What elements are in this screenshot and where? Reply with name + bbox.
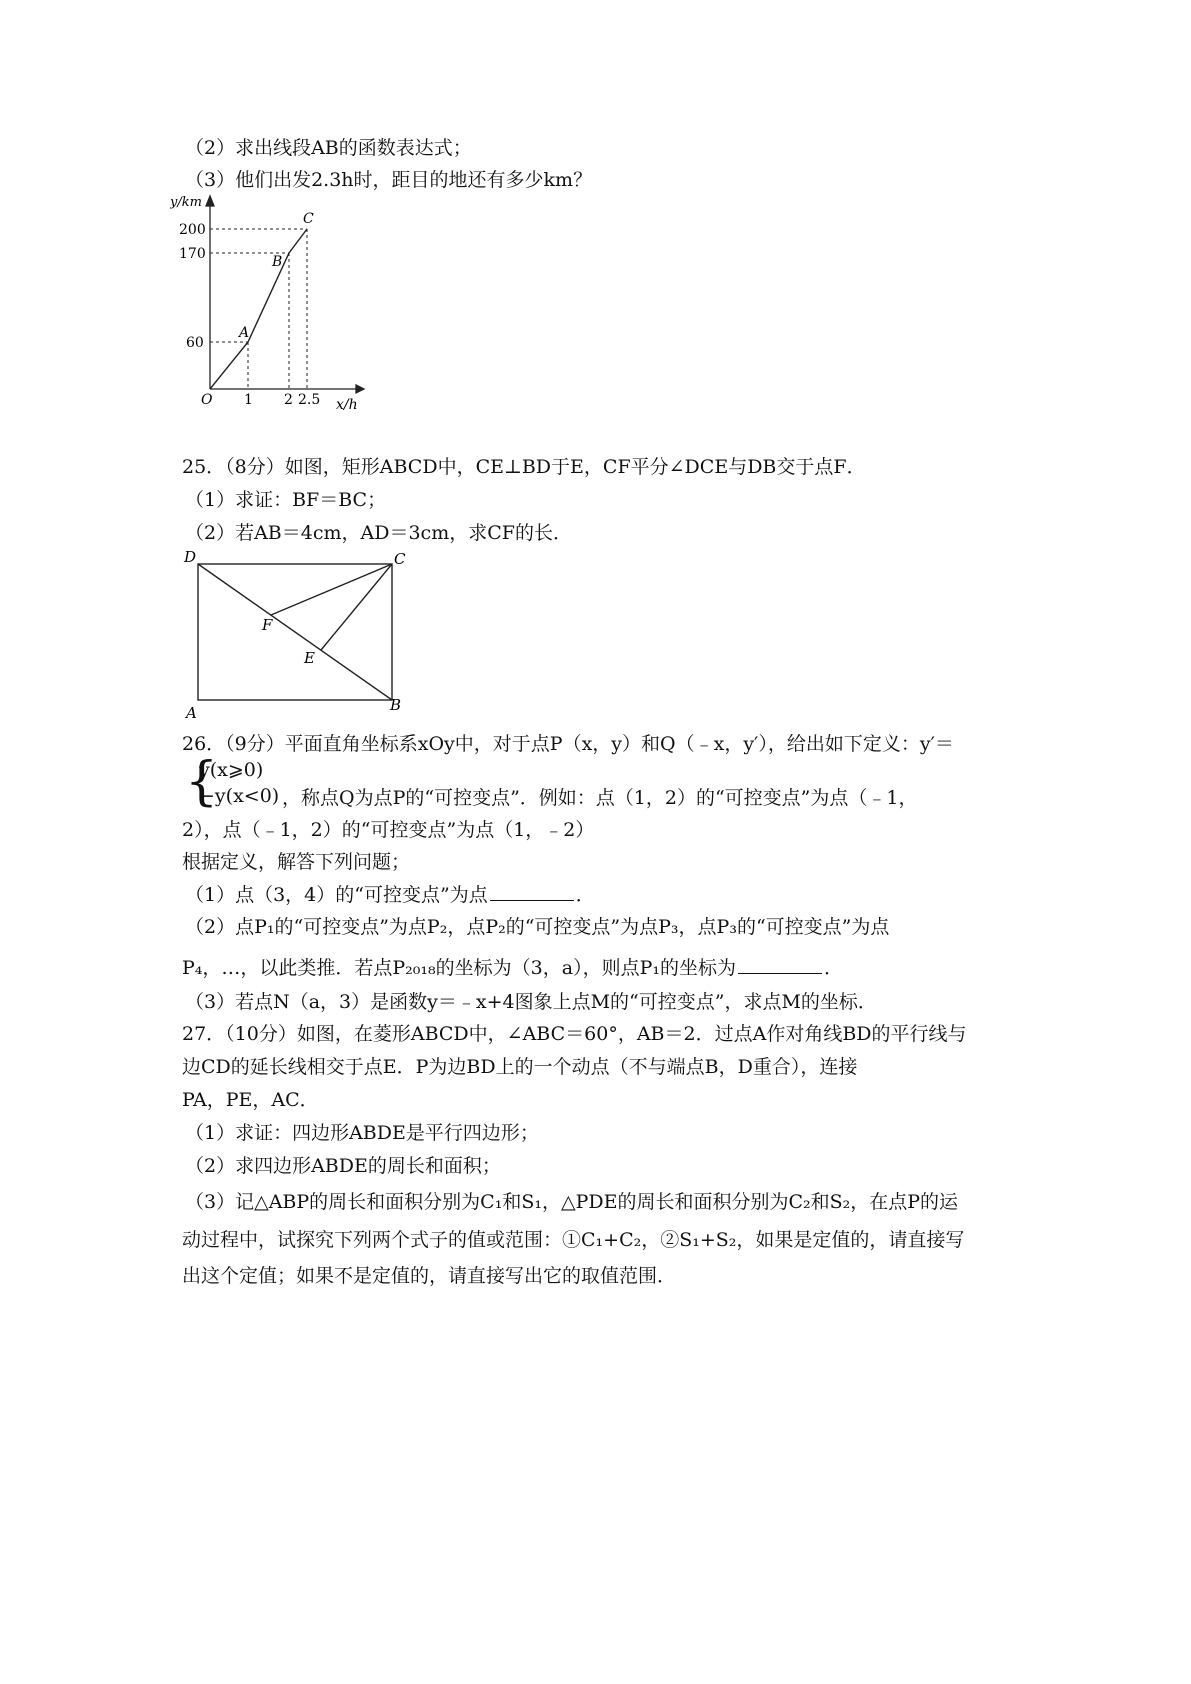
y-axis-label: y/km [170,195,202,210]
q27-part3-cont-2: 出这个定值；如果不是定值的，请直接写出它的取值范围． [182,1265,677,1287]
q26-example-cont: 2），点（﹣1，2）的“可控变点”为点（1，﹣2） [182,819,595,841]
q25-part2: （2）若AB＝4cm，AD＝3cm，求CF的长． [185,522,572,544]
q27-part2: （2）求四边形ABDE的周长和面积； [185,1155,501,1177]
label-c: C [394,550,406,568]
piecewise-case-1: y(x⩾0) [199,759,264,781]
q27-stem-cont-1: 边CD的延长线相交于点E．P为边BD上的一个动点（不与端点B，D重合），连接 [182,1056,858,1078]
q26-instruction: 根据定义，解答下列问题； [182,851,411,873]
q26-part1-text: （1）点（3，4）的“可控变点”为点 [185,884,488,906]
q27-part3-cont-1: 动过程中，试探究下列两个式子的值或范围：①C₁+C₂，②S₁+S₂，如果是定值的，请直接写 [182,1229,965,1251]
q26-part2: （2）点P₁的“可控变点”为点P₂，点P₂的“可控变点”为点P₃，点P₃的“可控变点”为点 [185,916,890,938]
label-e: E [304,649,315,667]
q26-part1-end: ． [575,884,595,906]
point-b-label: B [272,254,283,270]
distance-time-graph [170,192,370,418]
piecewise-case-2: −y(x<0) [199,785,280,807]
label-a: A [186,704,197,722]
q26-stem: 26．（9分）平面直角坐标系xOy中，对于点P（x，y）和Q（﹣x，y′），给出如下定义：y′＝ [182,733,954,755]
origin-label: O [201,392,213,408]
x-tick-1: 1 [244,392,253,408]
q24-part3: （3）他们出发2.3h时，距目的地还有多少km？ [185,169,593,191]
point-a-label: A [239,325,250,341]
q26-part1 [185,882,595,907]
q26-part2-cont [182,955,843,980]
q27-part3: （3）记△ABP的周长和面积分别为C₁和S₁，△PDE的周长和面积分别为C₂和S₂，在点P的运 [185,1191,959,1213]
x-tick-2: 2 [284,392,293,408]
answer-blank-2[interactable] [738,955,822,974]
label-f: F [262,616,273,634]
label-d: D [184,548,197,566]
q27-part1: （1）求证：四边形ABDE是平行四边形； [185,1122,539,1144]
x-tick-2-5: 2.5 [298,392,321,408]
y-tick-170: 170 [179,246,206,262]
point-c-label: C [303,211,314,227]
q25-part1: （1）求证：BF＝BC； [185,489,387,511]
brace-symbol: { [185,752,219,812]
x-axis-label: x/h [336,397,358,413]
q26-part2-cont-text: P₄，…，以此类推．若点P₂₀₁₈的坐标为（3，a），则点P₁的坐标为 [182,957,736,979]
rectangle-figure [178,548,418,724]
y-tick-60: 60 [186,335,204,351]
q27-stem-cont-2: PA，PE，AC． [182,1089,319,1111]
y-tick-200: 200 [179,222,206,238]
q26-definition-cont: ，称点Q为点P的“可控变点”．例如：点（1，2）的“可控变点”为点（﹣1， [282,787,918,809]
label-b: B [390,696,402,714]
q26-part2-end: ． [823,957,843,979]
q25-stem: 25．（8分）如图，矩形ABCD中，CE⊥BD于E，CF平分∠DCE与DB交于点F． [182,456,866,478]
answer-blank-1[interactable] [490,882,574,901]
q26-part3: （3）若点N（a，3）是函数y＝﹣x+4图象上点M的“可控变点”，求点M的坐标． [185,991,877,1013]
q24-part2: （2）求出线段AB的函数表达式； [185,137,472,159]
q27-stem: 27．（10分）如图，在菱形ABCD中，∠ABC＝60°，AB＝2．过点A作对角线BD的平行线与 [182,1023,967,1045]
